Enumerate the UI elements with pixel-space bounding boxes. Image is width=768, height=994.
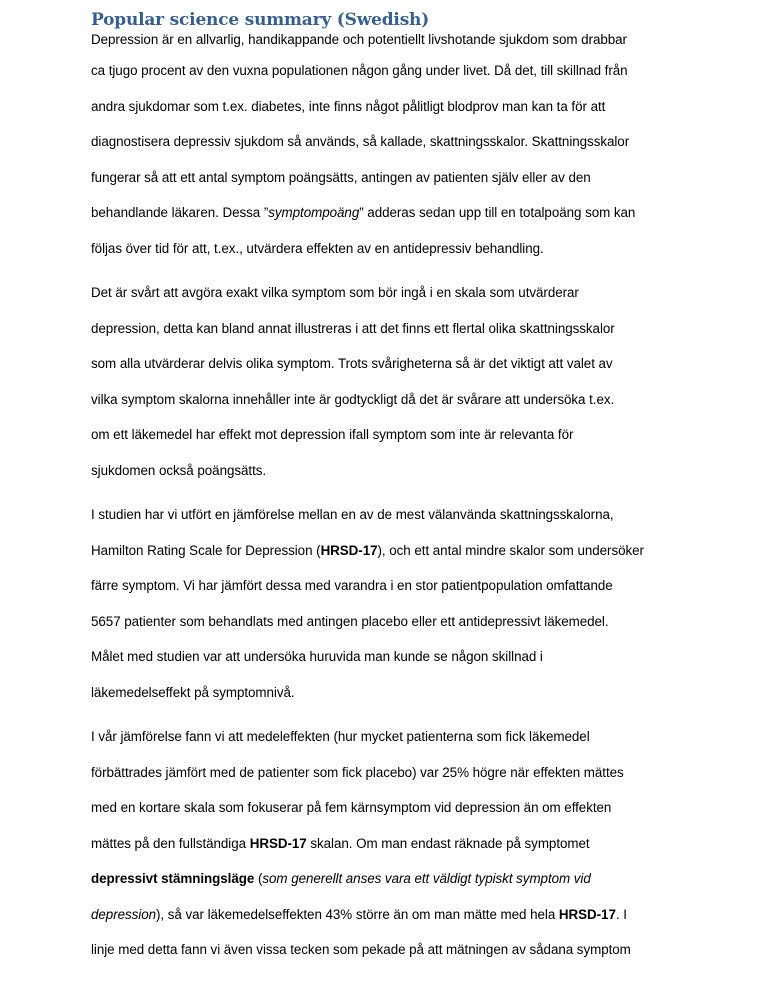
text-span: behandlande läkaren. Dessa ” <box>91 205 269 220</box>
text-line: vilka symptom skalorna innehåller inte är godtyckligt då det är svårare att undersöka t.ex. <box>91 391 615 407</box>
paragraph-1 <box>91 30 691 266</box>
text-line: läkemedelseffekt på symptomnivå. <box>91 684 295 700</box>
text-line: 5657 patienter som behandlats med antingen placebo eller ett antidepressivt läkemedel. <box>91 613 609 629</box>
text-line: förbättrades jämfört med de patienter som fick placebo) var 25% högre när effekten mättes <box>91 764 624 780</box>
bold-term: HRSD-17 <box>558 906 616 922</box>
bold-term: depressivt stämningsläge <box>91 871 255 886</box>
text-line <box>91 897 691 933</box>
text-line <box>91 195 691 231</box>
italic-term: som generellt anses vara ett väldigt typiskt symptom vid <box>262 871 591 886</box>
text-line: linje med detta fann vi även vissa tecken som pekade på att mätningen av sådana symptom <box>91 942 631 957</box>
page-title: Popular science summary (Swedish) <box>91 10 430 30</box>
document-page <box>91 10 691 977</box>
paragraph-4 <box>91 719 691 968</box>
text-line: följas över tid för att, t.ex., utvärdera effekten av en antidepressiv behandling. <box>91 240 544 256</box>
text-span: . I <box>615 906 627 922</box>
text-line: färre symptom. Vi har jämfört dessa med varandra i en stor patientpopulation omfattande <box>91 578 613 593</box>
text-line: depression, detta kan bland annat illustreras i att det finns ett flertal olika skattningsskalor <box>91 320 615 336</box>
text-line: ca tjugo procent av den vuxna populationen någon gång under livet. Då det, till skillnad från <box>91 63 628 78</box>
text-line: andra sjukdomar som t.ex. diabetes, inte finns något pålitligt blodprov man kan ta för att <box>91 98 606 114</box>
text-span: ), och ett antal mindre skalor som undersöker <box>377 542 644 558</box>
text-line <box>91 861 691 897</box>
text-line: sjukdomen också poängsätts. <box>91 462 267 478</box>
text-line: fungerar så att ett antal symptom poängsätts, antingen av patienten själv eller av den <box>91 169 591 185</box>
text-line: Målet med studien var att undersöka huruvida man kunde se någon skillnad i <box>91 649 543 664</box>
text-line: I studien har vi utfört en jämförelse mellan en av de mest välanvända skattningsskalorna, <box>91 507 614 522</box>
text-line: om ett läkemedel har effekt mot depression ifall symptom som inte är relevanta för <box>91 427 574 442</box>
bold-term: HRSD-17 <box>320 542 378 558</box>
text-span: ), så var läkemedelseffekten 43% större än om man mätte med hela <box>156 906 559 922</box>
italic-term: depression <box>91 906 157 922</box>
bold-term: HRSD-17 <box>249 835 307 851</box>
text-line: Det är svårt att avgöra exakt vilka symptom som bör ingå i en skala som utvärderar <box>91 285 579 300</box>
text-line: I vår jämförelse fann vi att medeleffekten (hur mycket patienterna som fick läkemedel <box>91 729 590 744</box>
text-line: Depression är en allvarlig, handikappande och potentiellt livshotande sjukdom som drabbar <box>91 32 627 47</box>
text-span: mättes på den fullständiga <box>91 835 250 851</box>
text-span: ” adderas sedan upp till en totalpoäng som kan <box>359 205 636 220</box>
text-line <box>91 826 691 862</box>
paragraph-2 <box>91 275 691 488</box>
paragraph-3 <box>91 497 691 710</box>
text-line <box>91 533 691 569</box>
text-line: diagnostisera depressiv sjukdom så används, så kallade, skattningsskalor. Skattningsskalor <box>91 134 630 149</box>
text-line: med en kortare skala som fokuserar på fem kärnsymptom vid depression än om effekten <box>91 800 612 815</box>
text-span: skalan. Om man endast räknade på symptomet <box>306 835 590 851</box>
italic-term: symptompoäng <box>268 205 360 220</box>
text-span: Hamilton Rating Scale for Depression ( <box>91 542 321 558</box>
text-line: som alla utvärderar delvis olika symptom. Trots svårigheterna så är det viktigt att valet av <box>91 356 613 371</box>
text-span: ( <box>254 871 263 886</box>
